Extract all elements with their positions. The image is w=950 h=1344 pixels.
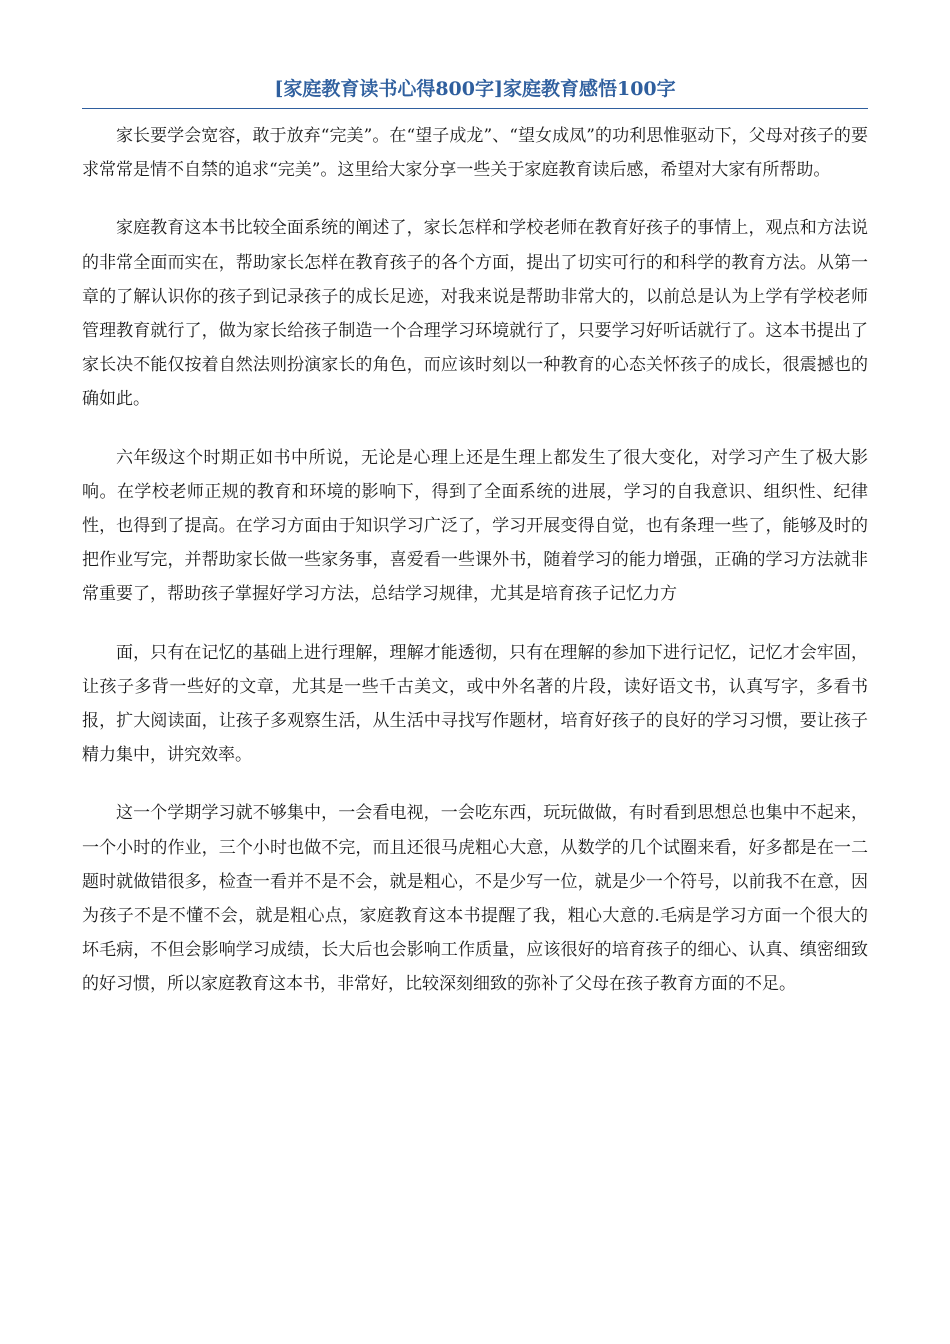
- paragraph-3: 六年级这个时期正如书中所说，无论是心理上还是生理上都发生了很大变化，对学习产生了极大影响。在学校老师正规的教育和环境的影响下，得到了全面系统的进展，学习的自我意识、组织性、纪律性，也得到了提高。在学习方面由于知识学习广泛了，学习开展变得自觉，也有条理一些了，能够及时的把作业写完，并帮助家长做一些家务事，喜爱看一些课外书，随着学习的能力增强，正确的学习方法就非常重要了，帮助孩子掌握好学习方法，总结学习规律，尤其是培育孩子记忆力方: [82, 447, 868, 605]
- paragraph-2: 家庭教育这本书比较全面系统的阐述了，家长怎样和学校老师在教育好孩子的事情上，观点和方法说的非常全面而实在，帮助家长怎样在教育孩子的各个方面，提出了切实可行的和科学的教育方法。从第一章的了解认识你的孩子到记录孩子的成长足迹，对我来说是帮助非常大的，以前总是认为上学有学校老师管理教育就行了，做为家长给孩子制造一个合理学习环境就行了，只要学习好听话就行了。这本书提出了家长决不能仅按着自然法则扮演家长的角色，而应该时刻以一种教育的心态关怀孩子的成长，很震撼也的确如此。: [82, 218, 868, 410]
- paragraph-4: 面，只有在记忆的基础上进行理解，理解才能透彻，只有在理解的参加下进行记忆，记忆才会牢固，让孩子多背一些好的文章，尤其是一些千古美文，或中外名著的片段，读好语文书，认真写字，多看书报，扩大阅读面，让孩子多观察生活，从生活中寻找写作题材，培育好孩子的良好的学习习惯，要让孩子精力集中，讲究效率。: [82, 642, 868, 766]
- paragraph-5: 这一个学期学习就不够集中，一会看电视，一会吃东西，玩玩做做，有时看到思想总也集中不起来，一个小时的作业，三个小时也做不完，而且还很马虎粗心大意，从数学的几个试圈来看，好多都是在一二题时就做错很多，检查一看并不是不会，就是粗心，不是少写一位，就是少一个符号，以前我不在意，因为孩子不是不懂不会，就是粗心点，家庭教育这本书提醒了我，粗心大意的.毛病是学习方面一个很大的坏毛病，不但会影响学习成绩，长大后也会影响工作质量，应该很好的培育孩子的细心、认真、缜密细致的好习惯，所以家庭教育这本书，非常好，比较深刻细致的弥补了父母在孩子教育方面的不足。: [82, 803, 868, 995]
- paragraph-1: 家长要学会宽容，敢于放弃“完美”。在“望子成龙”、“望女成凤”的功利思惟驱动下，父母对孩子的要求常常是情不自禁的追求“完美”。这里给大家分享一些关于家庭教育读后感，希望对大家有所帮助。: [82, 126, 868, 181]
- document-page: [82, 72, 868, 1002]
- document-title: [家庭教育读书心得800字]家庭教育感悟100字: [82, 72, 868, 109]
